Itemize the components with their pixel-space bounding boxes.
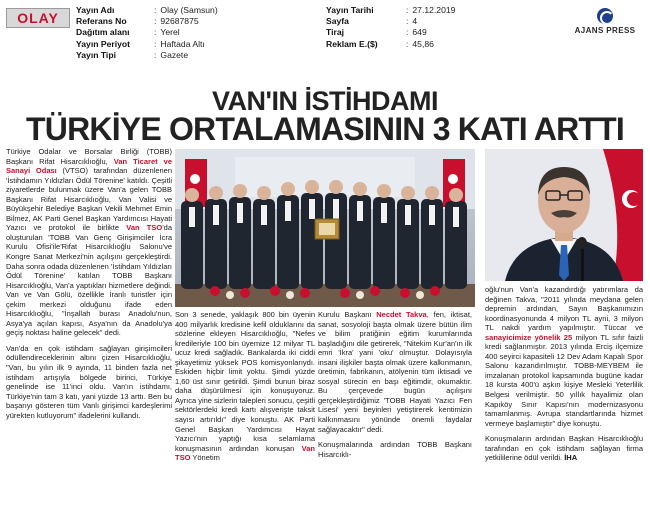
ceremony-group-photo [175, 149, 475, 307]
article-paragraph [485, 434, 643, 463]
highlighted-entity: Van Ticaret ve Sanayi Odası [6, 156, 172, 176]
meta-value: Haftada Altı [160, 38, 205, 49]
article-paragraph [318, 310, 472, 434]
agency-logo [566, 8, 644, 35]
meta-row: Reklam E.($) : 45,86 [326, 38, 434, 49]
publication-logo [6, 8, 70, 28]
highlighted-entity: Van TSO [126, 223, 163, 233]
text-run: Kurulu Başkanı [318, 310, 377, 319]
meta-value: 649 [412, 27, 427, 38]
meta-value: Olay (Samsun) [160, 5, 218, 15]
meta-row: Sayfa : 4 [326, 16, 418, 27]
article-paragraph [485, 285, 643, 428]
meta-row: Yayın Tipi : Gazete [76, 49, 189, 60]
meta-value: Gazete [160, 49, 189, 60]
article-paragraph: Van'da en çok istihdam sağlayan girişimcileri ödüllendireceklerinin altını çizen Hisarcıklıoğlu, "Van, bu yılın ilk 9 ayında, 11 binden fazla net istihdam artışıyla bölgede birinci, Türkiye genelinde ise 11'inci oldu. Van'ın istihdamı, Türkiye'nin tam 3 katı, yani yüzde 13 arttı. Ben bu başarıyı gösteren tüm Vanlı girişimci kardeşlerimi yürekten kutluyorum" ifadelerini kullandı. [6, 343, 172, 420]
article-closing-text: Konuşmaların ardından Başkan Hisarcıklıoğlu tarafından en çok istihdam sağlayan firma yetkililerine ödül verildi. [485, 434, 643, 463]
headline-line-1: VAN'IN İSTİHDAMI [212, 86, 438, 116]
highlighted-entity: Necdet Takva [376, 310, 427, 319]
text-run: oğlu'nun Van'a kazandırdığı yatırımlara da değinen Takva, "2011 yılında meydana gelen depremin ardından, Sayın Başkanımızın koordinasyonunda 4 milyon TL ayni, 3 milyon TL nakdi yardım yapılmıştır. Tüccar ve [485, 285, 643, 333]
meta-key: Yayın Tipi [76, 49, 116, 60]
clipping-header [0, 0, 650, 86]
headline-line-2: TÜRKİYE ORTALAMASININ 3 KATI ARTTI [26, 111, 624, 147]
meta-row: Referans No : 92687875 [76, 16, 199, 27]
text-run: , fen, iktisat, sanat, sosyoloji başta olmak üzere bütün ilim ve bilim pratiğinin eğitim kurumlarında başladığını dile getirerek, "Nitekim Kur'an'ın ilk emri 'İkra' yani 'oku' olmuştur. Dolayısıyla insani ilişkiler başta olmak üzere kalkınmanın, üretimin, fabrikanın, atölyenin tüm iktisadi ve sosyal sürecin en başı eğitimdir, okumaktır. Bu çerçevede bugün açılışını gerçekleştirdiğimiz 'TOBB Hayati Yazıcı Fen Lisesi' yeni beyinleri yetiştirerek kentimizin kalkınmasını yönünde önemli faydalar sağlayacaktır" dedi. [318, 310, 472, 434]
publication-logo-text: OLAY [17, 10, 59, 26]
portrait-photo [485, 149, 643, 281]
meta-row: Yayın Periyot : Haftada Altı [76, 38, 205, 49]
meta-row: Yayın Tarihi : 27.12.2019 [326, 5, 456, 15]
text-run: milyon TL sıfır faizli kredi sağlanmıştır. 2013 yılında Erciş ilçemize 400 seyirci kapasiteli 12 Dev Adam Kapalı Spor Salonu kazandırılmıştır. TOBB-MEYBEM ile imzalanan protokol kapsamında bugüne kadar 18 kursta 400'ü aşkın kişiye Mesleki Yeterlilik Belgesi verilmiştir. 50 yıllık hayalimiz olan Kapıköy Sınır Kapısı'nın modernizasyonu tamamlanmış. Avrupa standartlarında hizmet vermeye başlamıştır" diye konuştu. [485, 332, 643, 428]
meta-value: 4 [412, 16, 418, 27]
publication-meta-right [326, 5, 455, 50]
text-run: Türkiye Odalar ve Borsalar Birliği (TOBB) Başkanı Rifat Hisarcıklıoğlu, [6, 147, 172, 166]
meta-value: 92687875 [160, 16, 199, 27]
meta-key: Yayın Tarihi [326, 5, 374, 15]
highlighted-entity: sanayicimize yönelik 25 [485, 332, 573, 342]
meta-key: Reklam E.($) [326, 38, 378, 49]
meta-key: Tiraj [326, 27, 344, 38]
article-paragraph [6, 147, 172, 338]
article-column-1 [6, 147, 172, 509]
publication-meta-left [76, 5, 218, 61]
portrait-photo-illustration [485, 149, 643, 281]
highlighted-entity: Van TSO [175, 443, 315, 463]
meta-value: Yerel [160, 27, 180, 38]
agency-logo-text: AJANS PRESS [574, 26, 636, 35]
article-paragraph: Konuşmalarında ardından TOBB Başkanı Hisarcıklı- [318, 440, 472, 459]
meta-key: Yayın Periyot [76, 38, 130, 49]
text-run: (VTSO) tarafından düzenlenen 'İstihdamın Yıldızları Ödül Törenine' katıldı. Çeşitli ziyaretlerde bulunmak üzere Van'a gelen TOBB Başkanı Rifat Hisarcıklıoğlu, Van Valisi ve Büyükşehir Belediye Başkan Vekili Mehmet Emin Bilmez, AK Parti Genel Başkan Yardımcısı Hayati Yazıcı ve protokol ile birlikte [6, 166, 172, 233]
article-column-2 [175, 310, 315, 510]
text-run: Son 3 senede, yaklaşık 800 bin üyenin 400 milyarlık kredisine kefil olduklarını da sözlerine ekleyen Hisarcıklıoğlu, "Nefes kredileriyle 100 bin üyemize 12 milyar TL ucuz kredi sağladık. Bankalarda iki ciddi şikayetimiz yüksek POS komisyonlarıydı. Eskiden hiçbir limit yoktu. Şimdi yüzde 1,60 üst sınır getirildi. Şimdi bunun biraz daha düşürülmesi için konuşuyoruz. Ayrıca yine sizlerin talepleri sonucu, çeşitli sektörlerdeki kredi kartı alışverişte taksit sayısı artırıldı" diye konuştu. AK Parti Genel Başkan Yardımcısı Hayat Yazıcı'nın yaptığı kısa selamlama konuşmasının ardından konuşan [175, 310, 315, 453]
meta-key: Yayın Adı [76, 5, 115, 15]
news-agency-credit: İHA [564, 453, 578, 463]
meta-row: Yayın Adı : Olay (Samsun) [76, 5, 218, 15]
meta-row: Tiraj : 649 [326, 27, 427, 38]
meta-key: Referans No [76, 16, 127, 27]
ceremony-photo-illustration [175, 149, 475, 307]
meta-key: Sayfa [326, 16, 349, 27]
meta-row: Dağıtım alanı : Yerel [76, 27, 180, 38]
text-run: 'da oluşturulan 'TOBB Van Genç Girişimciler İcra Kurulu Ofisi'ile'Rifat Hisarcıklıoğlu Salonu've Kongre Sanat Merkezi'nin açılışını gerçekleştirdi. Daha sonra odada düzenlenen 'İstihdam Yıldızları Ödül Törenine' katılan TOBB Başkanı Hisarcıklıoğlu, Van'a yaptıkları hizmetlere değindi. Van ve Van Gölü, özellikle İranlı turistler için çekim merkezi olduğunu ifade eden Hisarcıklıoğlu, "İnşallah burası Anadolu'nun, Asya'ya açılan kapısı, Asya'nın da Anadolu'ya geçiş noktası haline gelecek" dedi. [6, 223, 172, 338]
article-column-4 [485, 285, 643, 510]
article-column-3 [318, 310, 472, 510]
text-run: Yönetim [190, 453, 220, 463]
meta-value: 27.12.2019 [412, 5, 456, 15]
meta-key: Dağıtım alanı [76, 27, 130, 38]
article-paragraph [175, 310, 315, 463]
agency-logo-icon [597, 8, 613, 24]
meta-value: 45,86 [412, 38, 434, 49]
